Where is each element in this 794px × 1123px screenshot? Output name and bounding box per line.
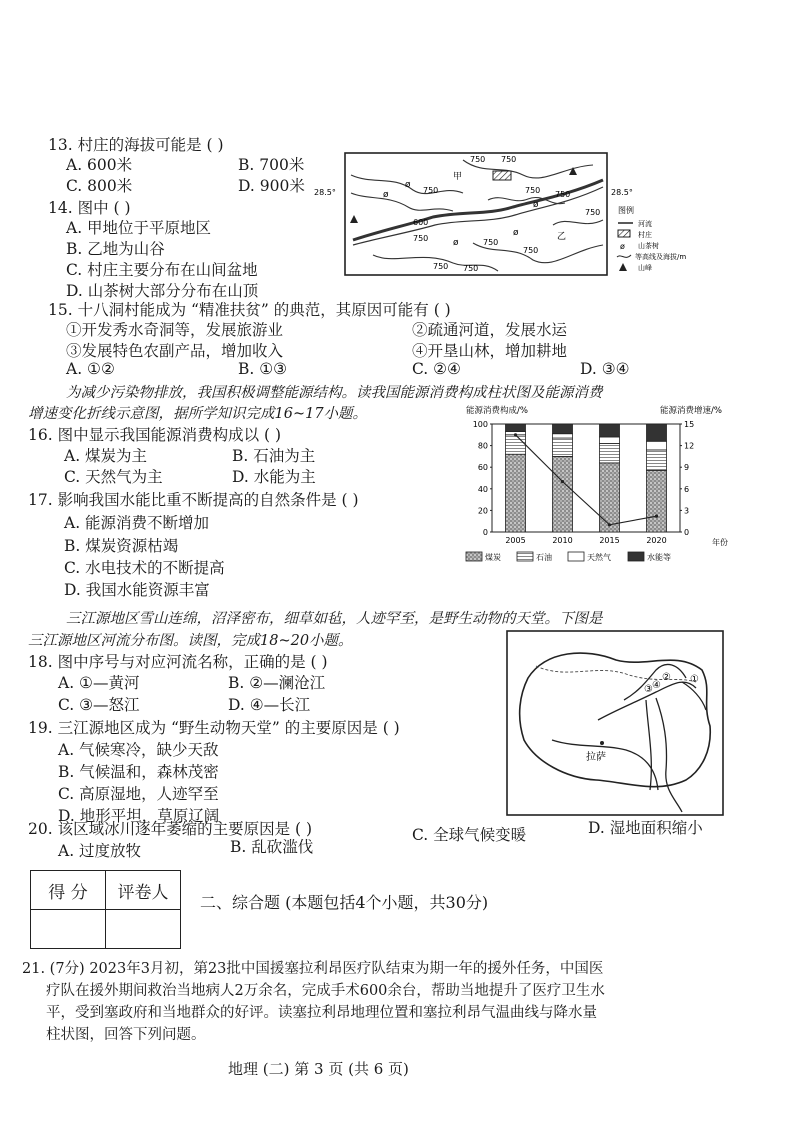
bar-segment-水能等	[553, 424, 573, 434]
q14-stem: 14. 图中 ( )	[48, 199, 131, 217]
q21-line3: 平，受到塞政府和当地群众的好评。读塞拉利昂地理位置和塞拉利昂气温曲线与降水量	[46, 1005, 597, 1021]
legend-tea-symbol: ø	[620, 242, 625, 251]
q17-stem: 17. 影响我国水能比重不断提高的自然条件是 ( )	[28, 491, 359, 509]
q20-option-b[interactable]: B. 乱砍滥伐	[230, 838, 314, 856]
q13-option-d[interactable]: D. 900米	[238, 177, 305, 195]
y2-tick-label: 6	[684, 484, 690, 494]
tea-tree-icon: ø	[383, 190, 389, 200]
grader-header: 评卷人	[106, 871, 181, 910]
legend-village-label: 村庄	[638, 231, 652, 239]
q15-item-4: ④开垦山林，增加耕地	[412, 342, 568, 360]
intro-16-17-line1: 为减少污染物排放，我国积极调整能源结构。读我国能源消费构成柱状图及能源消费	[66, 385, 603, 401]
x-tick-label: 2020	[646, 536, 667, 545]
score-header: 得 分	[31, 871, 106, 910]
place-label-jia: 甲	[453, 172, 463, 182]
q15-item-2: ②疏通河道，发展水运	[412, 321, 568, 339]
legend-peak-icon	[619, 263, 627, 271]
growth-point	[655, 515, 658, 518]
bar-segment-石油	[553, 438, 573, 456]
contour-map	[313, 145, 723, 283]
q20-stem: 20. 该区域冰川逐年萎缩的主要原因是 ( )	[28, 820, 313, 838]
q13-option-c[interactable]: C. 800米	[66, 177, 133, 195]
score-table	[30, 870, 181, 949]
y2-tick-label: 3	[684, 506, 690, 516]
y-tick-label: 60	[477, 463, 488, 473]
legend-label-天然气: 天然气	[587, 553, 611, 562]
legend-contour-symbol	[617, 255, 631, 257]
legend-tea-label: 山茶树	[638, 242, 659, 250]
bar-segment-石油	[600, 443, 620, 462]
bar-segment-石油	[506, 435, 526, 454]
contour-label: 750	[413, 234, 429, 243]
grader-cell[interactable]	[106, 910, 181, 949]
contour-label: 750	[483, 238, 499, 247]
chart-xlabel: 年份	[712, 538, 728, 547]
q13-option-a[interactable]: A. 600米	[66, 156, 133, 174]
q15-stem: 15. 十八洞村能成为 “精准扶贫” 的典范，其原因可能有 ( )	[48, 301, 451, 319]
energy-chart	[462, 402, 742, 574]
marker-2: ②	[662, 672, 671, 683]
bar-segment-煤炭	[647, 470, 667, 532]
bar-segment-煤炭	[506, 454, 526, 532]
legend-label-煤炭: 煤炭	[485, 553, 501, 562]
y2-tick-label: 15	[684, 420, 695, 429]
bar-segment-天然气	[600, 437, 620, 443]
q16-option-a[interactable]: A. 煤炭为主	[64, 447, 148, 465]
q14-option-b[interactable]: B. 乙地为山谷	[66, 240, 165, 258]
contour-label: 750	[555, 190, 571, 199]
three-rivers-map	[506, 630, 726, 818]
bar-segment-石油	[647, 450, 667, 471]
bar-segment-天然气	[553, 434, 573, 438]
tea-tree-icon: ø	[533, 200, 539, 210]
q21-line4: 柱状图，回答下列问题。	[46, 1027, 206, 1043]
contour-label: 750	[523, 246, 539, 255]
q18-stem: 18. 图中序号与对应河流名称，正确的是 ( )	[28, 653, 328, 671]
y-tick-label: 80	[477, 441, 488, 451]
growth-line	[516, 435, 657, 525]
growth-point	[608, 523, 611, 526]
q20-option-c[interactable]: C. 全球气候变暖	[412, 826, 527, 844]
y-tick-label: 100	[472, 420, 488, 429]
q18-option-c[interactable]: C. ③—怒江	[58, 696, 140, 714]
legend-peak-label: 山峰	[638, 264, 652, 272]
intro-18-20-line2: 三江源地区河流分布图。读图，完成18~20小题。	[28, 633, 353, 649]
q16-option-c[interactable]: C. 天然气为主	[64, 468, 163, 486]
y-tick-label: 40	[477, 484, 488, 494]
q14-option-a[interactable]: A. 甲地位于平原地区	[66, 219, 212, 237]
q15-option-a[interactable]: A. ①②	[66, 360, 115, 378]
q15-item-3: ③发展特色农副产品，增加收入	[66, 342, 284, 360]
legend-swatch-天然气	[568, 552, 584, 561]
marker-1: ①	[690, 674, 699, 685]
river-map-frame	[507, 631, 723, 815]
legend-title: 图例	[618, 206, 634, 215]
chart-y2label: 能源消费增速/%	[660, 406, 722, 416]
legend-label-水能等: 水能等	[647, 553, 671, 562]
q14-option-d[interactable]: D. 山茶树大部分分布在山顶	[66, 282, 259, 300]
q20-option-d[interactable]: D. 湿地面积缩小	[588, 819, 703, 837]
bar-segment-煤炭	[600, 463, 620, 532]
legend-village-symbol	[618, 230, 630, 237]
place-label-yi: 乙	[557, 232, 567, 242]
q17-option-d[interactable]: D. 我国水能资源丰富	[64, 581, 210, 599]
score-cell[interactable]	[31, 910, 106, 949]
legend-label-石油: 石油	[536, 553, 552, 562]
intro-16-17-line2: 增速变化折线示意图，据所学知识完成16~17小题。	[28, 406, 368, 422]
y2-tick-label: 9	[684, 463, 690, 473]
q17-option-b[interactable]: B. 煤炭资源枯竭	[64, 537, 179, 555]
q13-option-b[interactable]: B. 700米	[238, 156, 305, 174]
q15-option-b[interactable]: B. ①③	[238, 360, 288, 378]
contour-label: 750	[585, 208, 601, 217]
growth-point	[561, 480, 564, 483]
q17-option-a[interactable]: A. 能源消费不断增加	[64, 514, 210, 532]
x-tick-label: 2005	[505, 536, 526, 545]
q15-item-1: ①开发秀水奇洞等，发展旅游业	[66, 321, 284, 339]
q18-option-d[interactable]: D. ④—长江	[228, 696, 311, 714]
q19-option-a[interactable]: A. 气候寒冷，缺少天敌	[58, 741, 219, 759]
contour-label: 750	[423, 186, 439, 195]
q19-option-d[interactable]: D. 地形平坦，草原辽阔	[58, 807, 220, 825]
bar-segment-水能等	[600, 424, 620, 437]
bar-segment-煤炭	[553, 456, 573, 532]
chart-ylabel: 能源消费构成/%	[466, 406, 528, 416]
legend-swatch-水能等	[628, 552, 644, 561]
q19-stem: 19. 三江源地区成为 “野生动物天堂” 的主要原因是 ( )	[28, 719, 400, 737]
q19-option-b[interactable]: B. 气候温和，森林茂密	[58, 763, 219, 781]
lhasa-dot	[600, 741, 604, 745]
tea-tree-icon: ø	[405, 180, 411, 190]
contour-label: 750	[433, 262, 449, 271]
contour-label: 750	[463, 264, 479, 273]
intro-18-20-line1: 三江源地区雪山连绵，沼泽密布，细草如毡，人迹罕至，是野生动物的天堂。下图是	[66, 611, 603, 627]
q18-option-a[interactable]: A. ①—黄河	[58, 674, 140, 692]
q15-option-c[interactable]: C. ②④	[412, 360, 461, 378]
section-2-title: 二、综合题 (本题包括4个小题，共30分)	[200, 893, 489, 912]
legend-swatch-煤炭	[466, 552, 482, 561]
bar-segment-天然气	[647, 441, 667, 450]
tea-tree-icon: ø	[513, 228, 519, 238]
marker-4: ④	[652, 680, 661, 691]
y-tick-label: 20	[477, 506, 488, 516]
q15-option-d[interactable]: D. ③④	[580, 360, 630, 378]
bar-segment-水能等	[647, 424, 667, 441]
legend-contour-label: 等高线及海拔/m	[635, 253, 687, 261]
contour-label: 750	[501, 155, 517, 164]
contour-label: 600	[413, 218, 429, 227]
q16-stem: 16. 图中显示我国能源消费构成以 ( )	[28, 426, 282, 444]
legend-swatch-石油	[517, 552, 533, 561]
q16-option-d[interactable]: D. 水能为主	[232, 468, 316, 486]
contour-label: 750	[470, 155, 486, 164]
q13-stem: 13. 村庄的海拔可能是 ( )	[48, 136, 224, 154]
latitude-left: 28.5°	[314, 188, 336, 197]
q17-option-c[interactable]: C. 水电技术的不断提高	[64, 559, 225, 577]
x-tick-label: 2010	[552, 536, 573, 545]
page-footer: 地理 (二) 第 3 页 (共 6 页)	[228, 1060, 409, 1078]
y-tick-label: 0	[482, 528, 488, 537]
village-symbol	[493, 171, 511, 180]
q20-option-a[interactable]: A. 过度放牧	[58, 842, 142, 860]
q21-line2: 疗队在援外期间救治当地病人2万余名，完成手术600余台，帮助当地提升了医疗卫生水	[46, 983, 605, 999]
bar-segment-水能等	[506, 424, 526, 432]
q18-option-b[interactable]: B. ②—澜沧江	[228, 674, 326, 692]
contour-label: 750	[525, 186, 541, 195]
q14-option-c[interactable]: C. 村庄主要分布在山间盆地	[66, 261, 258, 279]
legend-river-label: 河流	[638, 220, 652, 228]
q16-option-b[interactable]: B. 石油为主	[232, 447, 316, 465]
city-label-lhasa: 拉萨	[586, 752, 606, 763]
y2-tick-label: 0	[684, 528, 690, 537]
tea-tree-icon: ø	[453, 238, 459, 248]
marker-3: ③	[644, 684, 653, 695]
x-tick-label: 2015	[599, 536, 620, 545]
y2-tick-label: 12	[684, 441, 695, 451]
q19-option-c[interactable]: C. 高原湿地，人迹罕至	[58, 785, 219, 803]
q21-line1: 21. (7分) 2023年3月初，第23批中国援塞拉利昂医疗队结束为期一年的援外任务，中国医	[22, 961, 604, 977]
latitude-right: 28.5°	[611, 188, 633, 197]
growth-point	[514, 433, 517, 436]
